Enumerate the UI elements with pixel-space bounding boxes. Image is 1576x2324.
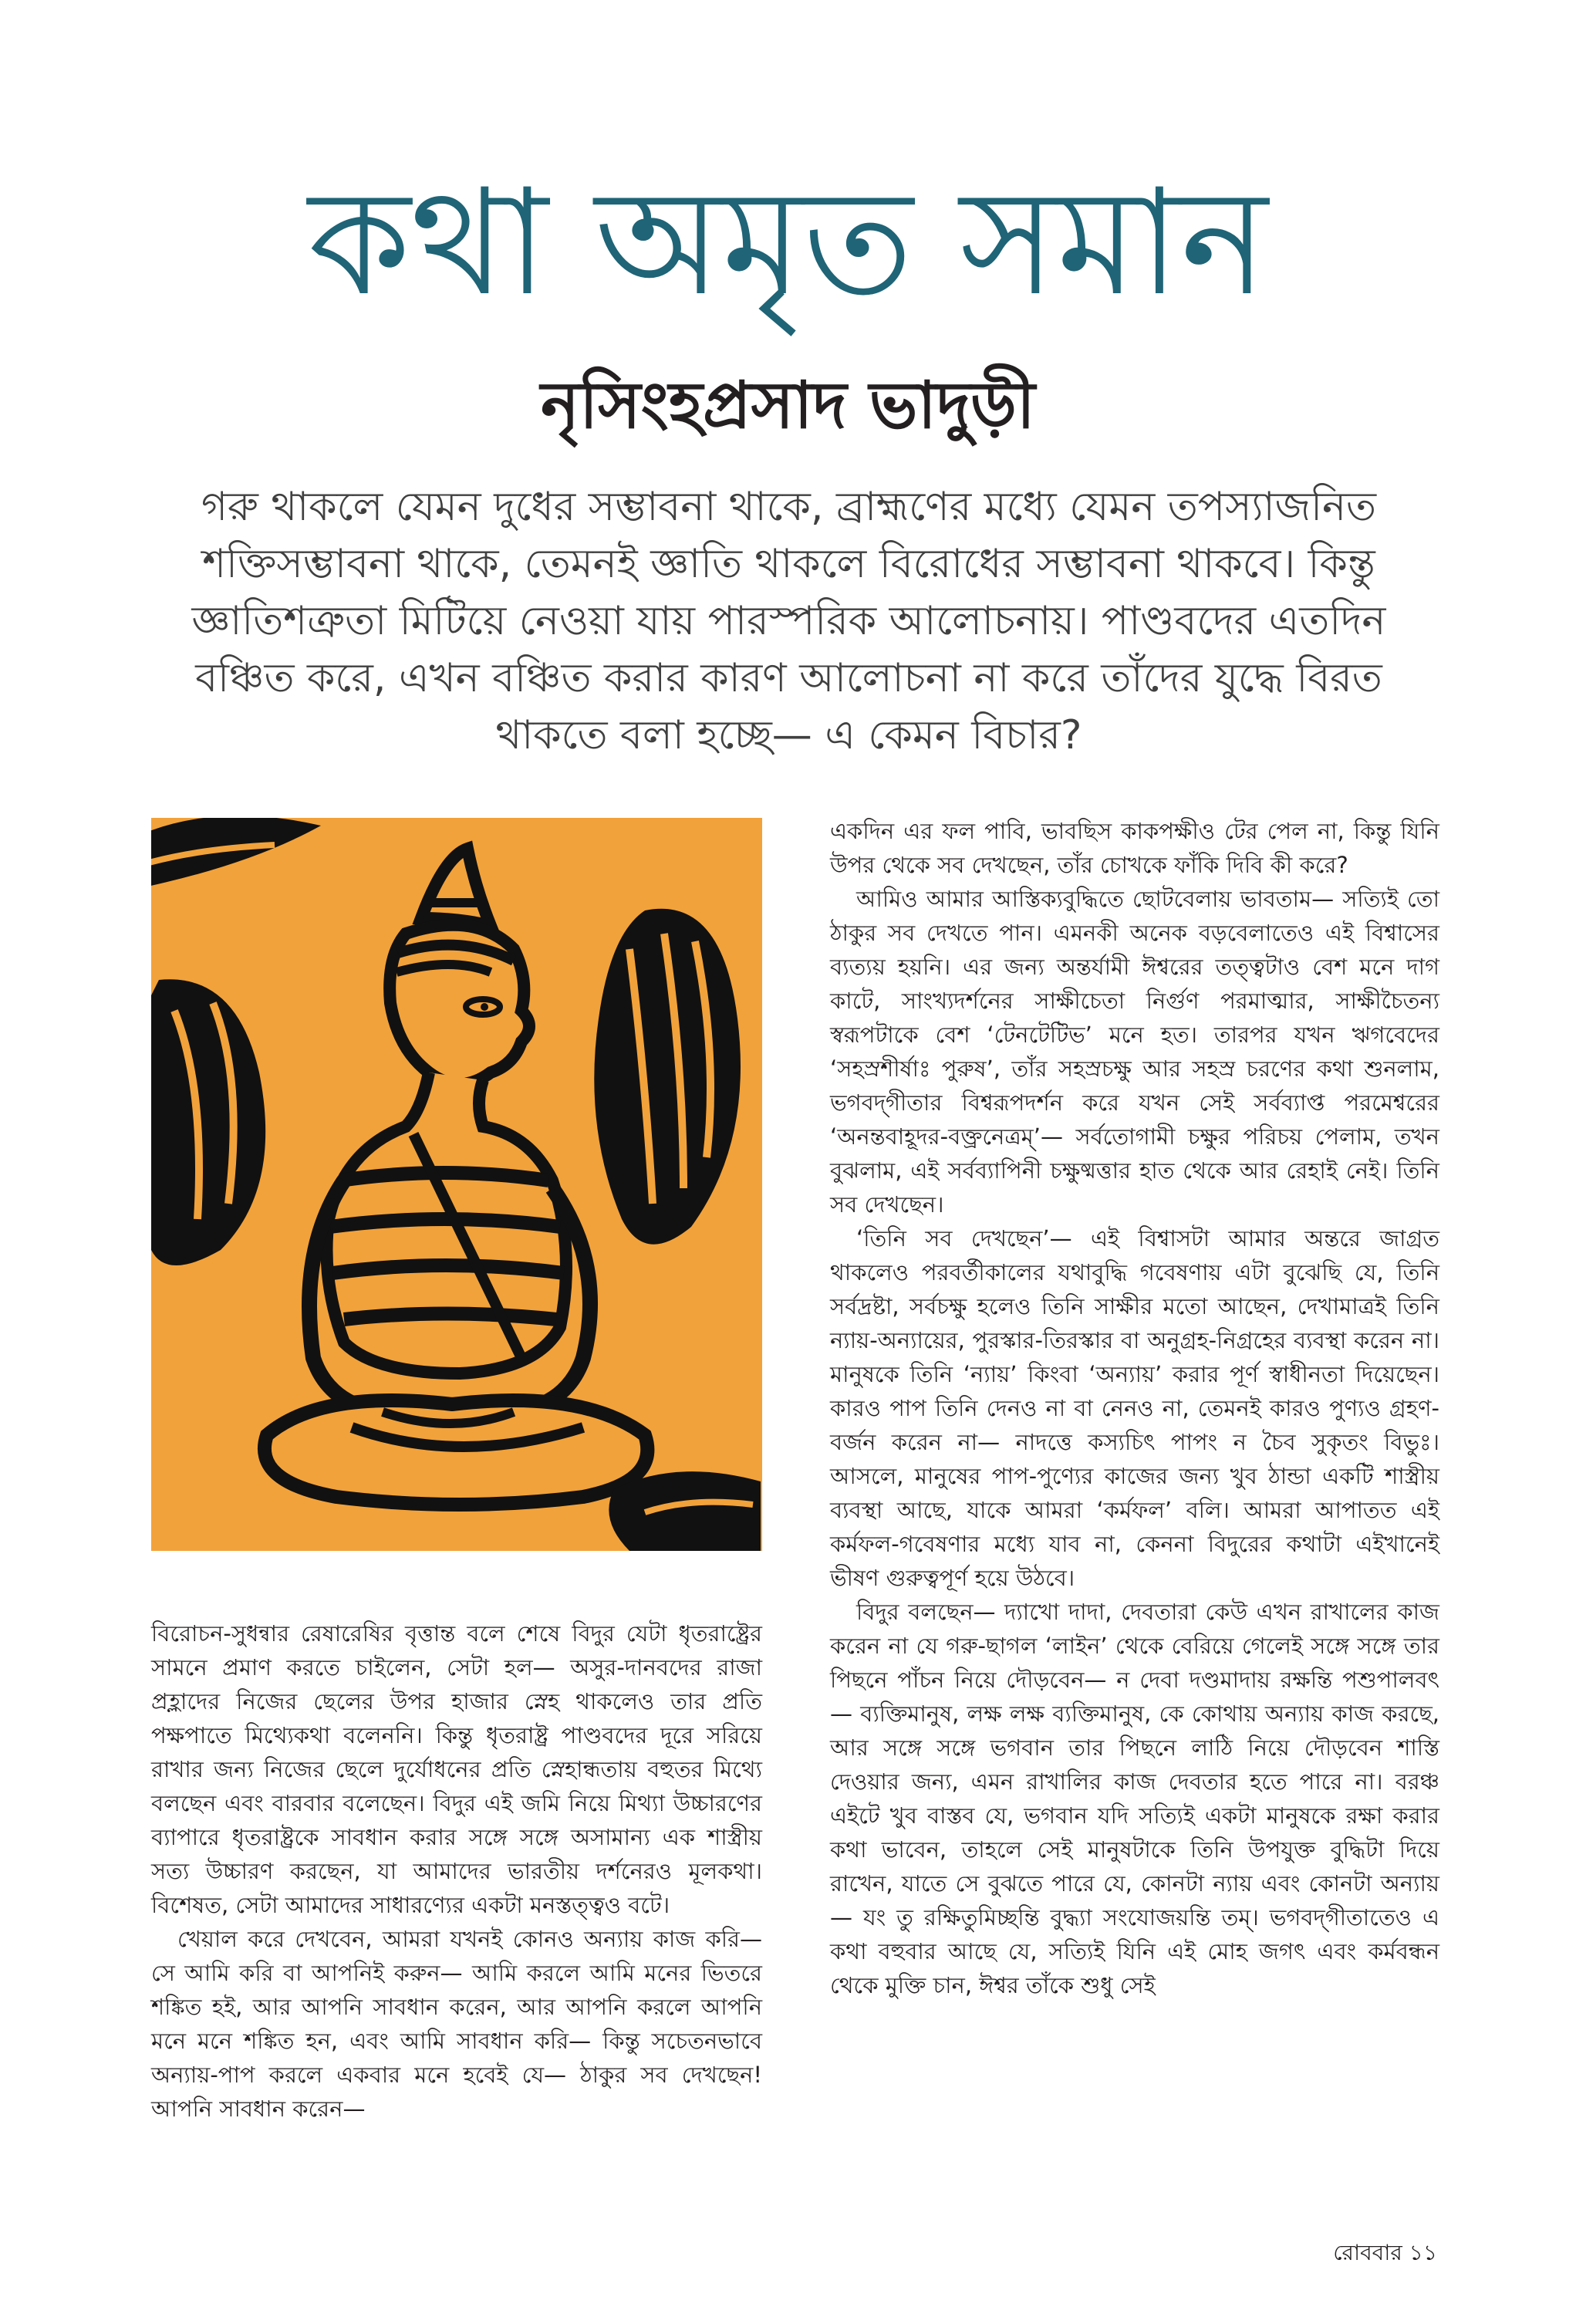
article-title: কথা অমৃত সমান xyxy=(308,157,1268,328)
paragraph: খেয়াল করে দেখবেন, আমরা যখনই কোনও অন্যায় কাজ করি— সে আমি করি বা আপনিই করুন— আমি করলে আমি মনের ভিতরে শঙ্কিত হই, আর আপনি সাবধান করেন, আর আপনি করলে আপনি মনে মনে শঙ্কিত হন, এবং আমি সাবধান করি— কিন্তু সচেতনভাবে অন্যায়-পাপ করলে একবার মনে হবেই যে— ঠাকুর সব দেখছেন! আপনি সাবধান করেন— xyxy=(151,1926,762,2122)
paragraph: আমিও আমার আস্তিক্যবুদ্ধিতে ছোটবেলায় ভাবতাম— সত্যিই তো ঠাকুর সব দেখতে পান। এমনকী অনেক বড়বেলাতেও এই বিশ্বাসের ব্যত্যয় হয়নি। এর জন্য অন্তর্যামী ঈশ্বরের তত্ত্বটাও বেশ মনে দাগ কাটে, সাংখ্যদর্শনের সাক্ষীচেতা নির্গুণ পরমাত্মার, সাক্ষীচৈতন্য স্বরূপটাকে বেশ ‘টেনটেটিভ’ মনে হত। তারপর যখন ঋগবেদের ‘সহস্রশীর্ষাঃ পুরুষ’, তাঁর সহস্রচক্ষু আর সহস্র চরণের কথা শুনলাম, ভগবদ্‌গীতার বিশ্বরূপদর্শন করে যখন সেই সর্বব্যাপ্ত পরমেশ্বরের ‘অনন্তবাহূদর-বক্ত্রনেত্রম্’— সর্বতোগামী চক্ষুর পরিচয় পেলাম, তখন বুঝলাম, এই সর্বব্যাপিনী চক্ষুষ্মত্তার হাত থেকে আর রেহাই নেই। তিনি সব দেখছেন। xyxy=(830,886,1439,1218)
paragraph: বিদুর বলছেন— দ্যাখো দাদা, দেবতারা কেউ এখন রাখালের কাজ করেন না যে গরু-ছাগল ‘লাইন’ থেকে বেরিয়ে গেলেই সঙ্গে সঙ্গে তার পিছনে পাঁচন নিয়ে দৌড়বেন— ন দেবা দণ্ডমাদায় রক্ষন্তি পশুপালবৎ— ব্যক্তিমানুষ, লক্ষ লক্ষ ব্যক্তিমানুষ, কে কোথায় অন্যায় কাজ করছে, আর সঙ্গে সঙ্গে ভগবান তার পিছনে লাঠি নিয়ে দৌড়বেন শাস্তি দেওয়ার জন্য, এমন রাখালির কাজ দেবতার হতে পারে না। বরঞ্চ এইটে খুব বাস্তব যে, ভগবান যদি সত্যিই একটা মানুষকে রক্ষা করার কথা ভাবেন, তাহলে সেই মানুষটাকে তিনি উপযুক্ত বুদ্ধিটা দিয়ে রাখেন, যাতে সে বুঝতে পারে যে, কোনটা ন্যায় এবং কোনটা অন্যায়— যং তু রক্ষিতুমিচ্ছন্তি বুদ্ধ্যা সংযোজয়ন্তি তম্। ভগবদ্‌গীতাতেও এ কথা বহুবার আছে যে, সত্যিই যিনি এই মোহ জগৎ এবং কর্মবন্ধন থেকে মুক্তি চান, ঈশ্বর তাঁকে শুধু সেই xyxy=(830,1599,1439,1998)
page-footer: রোববার ১১ xyxy=(1333,2240,1437,2265)
paragraph: ‘তিনি সব দেখছেন’— এই বিশ্বাসটা আমার অন্তরে জাগ্রত থাকলেও পরবর্তীকালের যথাবুদ্ধি গবেষণায় এটা বুঝেছি যে, তিনি সর্বদ্রষ্টা, সর্বচক্ষু হলেও তিনি সাক্ষীর মতো আছেন, দেখামাত্রই তিনি ন্যায়-অন্যায়ের, পুরস্কার-তিরস্কার বা অনুগ্রহ-নিগ্রহের ব্যবস্থা করেন না। মানুষকে তিনি ‘ন্যায়’ কিংবা ‘অন্যায়’ করার পূর্ণ স্বাধীনতা দিয়েছেন। কারও পাপ তিনি দেনও না বা নেনও না, তেমনই কারও পুণ্যও গ্রহণ-বর্জন করেন না— নাদত্তে কস্যচিৎ পাপং ন চৈব সুকৃতং বিভুঃ। আসলে, মানুষের পাপ-পুণ্যের কাজের জন্য খুব ঠান্ডা একটি শাস্ত্রীয় ব্যবস্থা আছে, যাকে আমরা ‘কর্মফল’ বলি। আমরা আপাতত এই কর্মফল-গবেষণার মধ্যে যাব না, কেননা বিদুরের কথাটা এইখানেই ভীষণ গুরুত্বপূর্ণ হয়ে উঠবে। xyxy=(830,1225,1439,1591)
seated-figure-illustration xyxy=(151,818,762,1551)
left-text-column xyxy=(151,1616,762,2126)
article-intro: গরু থাকলে যেমন দুধের সম্ভাবনা থাকে, ব্রাহ্মণের মধ্যে যেমন তপস্যাজনিত শক্তিসম্ভাবনা থাকে, তেমনই জ্ঞাতি থাকলে বিরোধের সম্ভাবনা থাকবে। কিন্তু জ্ঞাতিশত্রুতা মিটিয়ে নেওয়া যায় পারস্পরিক আলোচনায়। পাণ্ডবদের এতদিন বঞ্চিত করে, এখন বঞ্চিত করার কারণ আলোচনা না করে তাঁদের যুদ্ধে বিরত থাকতে বলা হচ্ছে— এ কেমন বিচার? xyxy=(191,484,1386,758)
right-text-column xyxy=(830,814,1439,2002)
author-name: নৃসিংহপ্রসাদ ভাদুড়ী xyxy=(541,367,1035,443)
paragraph: বিরোচন-সুধন্বার রেষারেষির বৃত্তান্ত বলে শেষে বিদুর যেটা ধৃতরাষ্ট্রের সামনে প্রমাণ করতে চাইলেন, সেটা হল— অসুর-দানবদের রাজা প্রহ্লাদের নিজের ছেলের উপর হাজার স্নেহ থাকলেও তার প্রতি পক্ষপাতে মিথ্যেকথা বলেননি। কিন্তু ধৃতরাষ্ট্র পাণ্ডবদের দূরে সরিয়ে রাখার জন্য নিজের ছেলে দুর্যোধনের প্রতি স্নেহান্ধতায় বহুতর মিথ্যে বলছেন এবং বারবার বলেছেন। বিদুর এই জমি নিয়ে মিথ্যা উচ্চারণের ব্যাপারে ধৃতরাষ্ট্রকে সাবধান করার সঙ্গে সঙ্গে অসামান্য এক শাস্ত্রীয় সত্য উচ্চারণ করছেন, যা আমাদের ভারতীয় দর্শনেরও মূলকথা। বিশেষত, সেটা আমাদের সাধারণ্যের একটা মনস্তত্ত্বও বটে। xyxy=(151,1620,762,1918)
illustration-svg xyxy=(151,818,762,1551)
paragraph: একদিন এর ফল পাবি, ভাবছিস কাকপক্ষীও টের পেল না, কিন্তু যিনি উপর থেকে সব দেখছেন, তাঁর চোখকে ফাঁকি দিবি কী করে? xyxy=(830,818,1439,878)
